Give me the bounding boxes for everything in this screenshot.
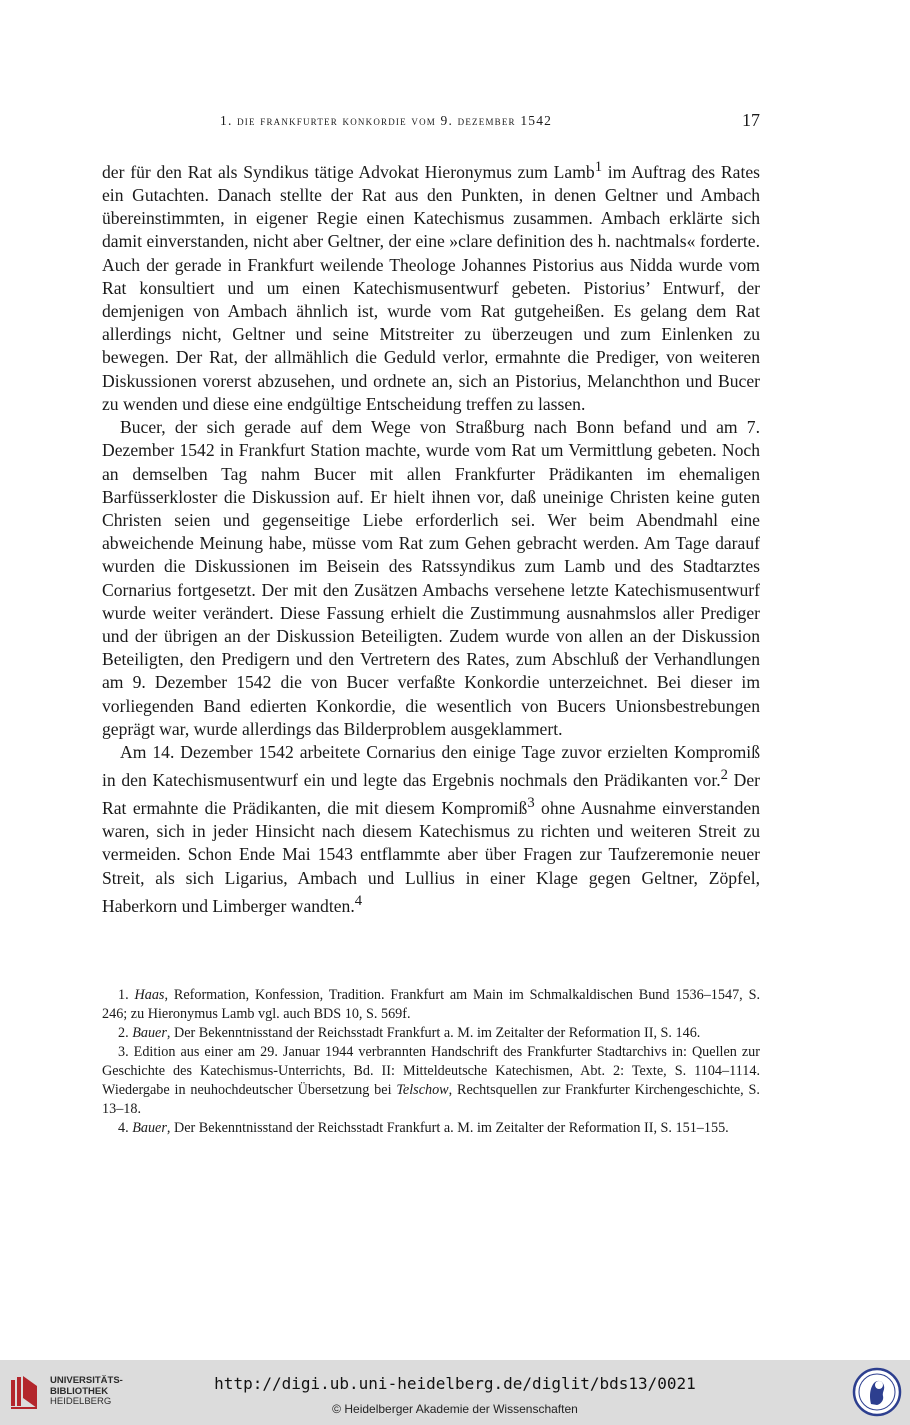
running-title: 1. die frankfurter konkordie vom 9. dezember 1542 — [220, 113, 553, 128]
footnote-ref-3: 3 — [527, 795, 535, 812]
footnote-ref-2: 2 — [720, 767, 728, 784]
paragraph-3-text-b: Der Rat ermahnte die Prädikanten, die mit diesem Kompromiß — [102, 770, 761, 819]
footnote-author: Haas — [134, 987, 165, 1003]
footnote-2 — [102, 1024, 760, 1043]
paragraph-3-text-a: Am 14. Dezember 1542 arbeitete Cornarius den einige Tage zuvor erzielten Kompromiß in den Katechismusentwurf ein und legte das Ergebnis nochmals den Prädikanten vor. — [102, 741, 760, 790]
running-header — [102, 110, 760, 136]
paragraph-1 — [102, 156, 760, 416]
paragraph-2: Bucer, der sich gerade auf dem Wege von Straßburg nach Bonn befand und am 7. Dezember 1542 in Frankfurt Station machte, wurde vom Rat um Vermittlung gebeten. Noch an demselben Tag nahm Bucer mit allen Frankfurter Prädikanten im ehemaligen Barfüsserkloster die Diskussion auf. Er hielt ihnen vor, daß uneinige Christen keine guten Christen seien und gegenseitige Liebe erforderlich sei. Wer beim Abendmahl eine abweichende Meinung habe, müsse vom Rat zum Gehen gebracht werden. Am Tage darauf wurden die Diskussionen im Beisein des Ratssyndikus zum Lamb und des Stadtarztes Cornarius fortgesetzt. Der mit den Zusätzen Ambachs versehene letzte Katechismusentwurf wurde weiter verändert. Diese Fassung erhielt die Zustimmung ausnahmslos aller Prediger und der übrigen an der Diskussion Beteiligten. Zudem wurde von allen an der Diskussion Beteiligten, den Predigern und den Vertretern des Rates, zum Abschluß der Verhandlungen am 9. Dezember 1542 die von Bucer verfaßte Konkordie unterzeichnet. Bei dieser im vorliegenden Band edierten Konkordie, die wesentlich von Bucers Unionsbestrebungen geprägt war, wurde allerdings das Bilderproblem ausgeklammert. — [102, 417, 760, 739]
page-number: 17 — [742, 110, 760, 130]
footnote-text: , Der Bekenntnisstand der Reichsstadt Frankfurt a. M. im Zeitalter der Reformation II, S. 146. — [166, 1025, 701, 1041]
footnote-text: , Reformation, Konfession, Tradition. Frankfurt am Main im Schmalkaldischen Bund 1536–1547, S. 246; zu Hieronymus Lamb vgl. auch BDS 10, S. 569f. — [102, 987, 761, 1022]
footnote-text: Edition aus einer am 29. Januar 1944 verbrannten Handschrift des Frankfurter Stadtarchivs in: Quellen zur Geschichte des Katechismus-Unterrichts, Bd. II: Mitteldeutsche Katechismen, Abt. 2: Texte, S. 1104–1114. Wiedergabe in neuhochdeutscher Übersetzung bei — [102, 1044, 760, 1098]
footnote-number: 2. — [118, 1025, 129, 1041]
footnote-author: Bauer — [132, 1120, 167, 1136]
viewer-footer — [0, 1360, 910, 1425]
footnote-text: , Der Bekenntnisstand der Reichsstadt Frankfurt a. M. im Zeitalter der Reformation II, S. 151–155. — [166, 1120, 729, 1136]
academy-seal-icon[interactable] — [852, 1366, 902, 1418]
footnote-ref-4: 4 — [354, 892, 363, 909]
permalink-url[interactable]: http://digi.ub.uni-heidelberg.de/diglit/bds13/0021 — [214, 1374, 696, 1393]
footnote-number: 4. — [118, 1120, 129, 1136]
footnote-number: 1. — [118, 987, 129, 1003]
footnotes — [102, 986, 760, 1138]
footnote-3 — [102, 1043, 760, 1119]
paragraph-3-text-c: ohne Ausnahme einverstanden waren, sich in jeder Hinsicht nach diesem Katechismus zu richten und weiteren Streit zu vermeiden. Schon Ende Mai 1543 entflammte aber über Fragen zur Taufzeremonie neuer Streit, als sich Ligarius, Ambach und Lullius in einer Klage gegen Geltner, Zöpfel, Haberkorn und Limberger wandten. — [102, 798, 760, 916]
main-text — [102, 156, 760, 918]
footnote-number: 3. — [118, 1044, 129, 1060]
footnote-4 — [102, 1119, 760, 1138]
footnote-ref-1: 1 — [594, 159, 603, 175]
footnote-text: , Rechtsquellen zur Frankfurter Kirchengeschichte, S. 13–18. — [102, 1082, 760, 1117]
library-name-line: UNIVERSITÄTS- — [50, 1375, 123, 1386]
footnote-author: Telschow — [396, 1082, 449, 1098]
footnote-author: Bauer — [132, 1025, 167, 1041]
library-name-line: HEIDELBERG — [50, 1396, 112, 1407]
copyright-notice: © Heidelberger Akademie der Wissenschaften — [332, 1402, 578, 1416]
paragraph-1-text-a: der für den Rat als Syndikus tätige Advokat Hieronymus zum Lamb — [102, 161, 595, 182]
paragraph-3 — [102, 741, 760, 918]
footnote-1 — [102, 986, 760, 1024]
paragraph-1-text-b: im Auftrag des Rates ein Gutachten. Danach stellte der Rat aus den Punkten, in denen Geltner und Ambach übereinstimmten, in eigener Regie einen Katechismus zusammen. Ambach erklärte sich damit einverstanden, nicht aber Geltner, der eine »clare definition des h. nachtmals« forderte. Auch der gerade in Frankfurt weilende Theologe Johannes Pistorius aus Nidda wurde vom Rat konsultiert und um einen Katechismusentwurf gebeten. Pistorius’ Entwurf, der demjenigen von Ambach ähnlich ist, wurde vom Rat gutgeheißen. Es gelang dem Rat allerdings nicht, Geltner und seine Mitstreiter zu überzeugen und zum Einlenken zu bewegen. Der Rat, der allmählich die Geduld verlor, ermahnte die Prediger, von weiteren Diskussionen vorerst abzusehen, und ordnete an, sich an Pistorius, Melanchthon und Bucer zu wenden und diese eine endgültige Entscheidung treffen zu lassen. — [102, 161, 760, 414]
library-name-line: BIBLIOTHEK — [50, 1385, 109, 1397]
